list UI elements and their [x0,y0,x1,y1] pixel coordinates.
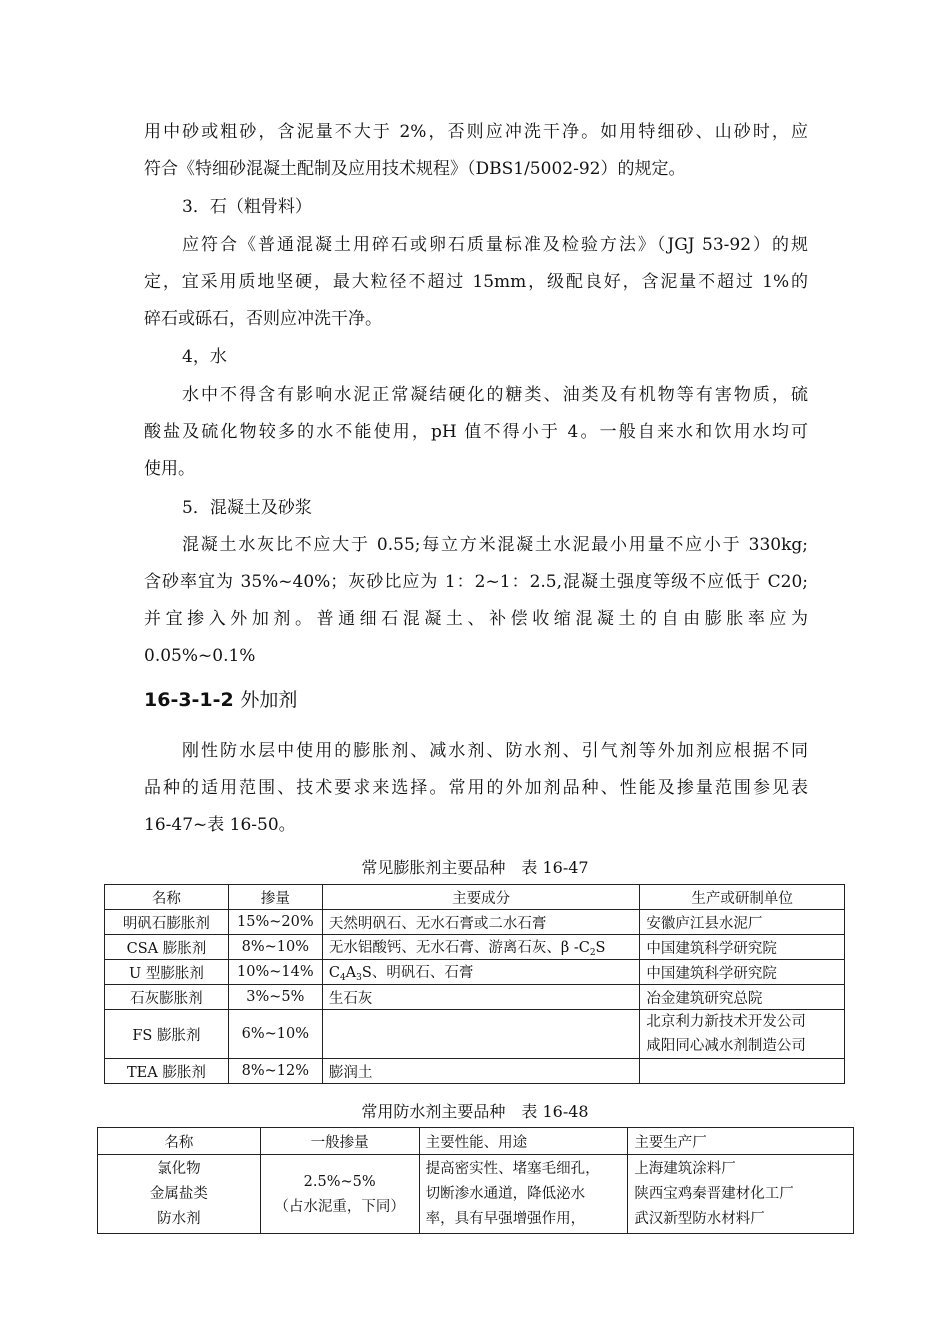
header-cell: 主要性能、用途 [419,1128,628,1155]
perf-line: 提高密实性、堵塞毛细孔， [425,1161,600,1177]
formula-part: C [328,965,340,981]
header-cell: 一般掺量 [260,1128,419,1155]
cell-maker: 冶金建筑研究总院 [640,985,845,1010]
text-line: 含砂率宜为 35%~40%；灰砂比应为 1：2~1：2.5,混凝土强度等级不应低于 C20; [144,572,808,592]
cell-composition [322,960,640,985]
cell-composition: 天然明矾石、无水石膏或二水石膏 [322,910,640,935]
text-line: 品种的适用范围、技术要求来选择。常用的外加剂品种、性能及掺量范围参见表 [144,778,808,798]
paragraph-stone [144,227,808,338]
cell-name: U 型膨胀剂 [105,960,229,985]
cell-name: FS 膨胀剂 [105,1010,229,1059]
header-cell: 生产或研制单位 [640,885,845,910]
table-row [105,1059,845,1084]
maker-line: 上海建筑涂料厂 [634,1161,736,1177]
text-line: 16-47~表 16-50。 [144,815,296,835]
paragraph-water [144,377,808,488]
item-4-title [144,339,846,376]
cell-name [98,1155,261,1234]
subscript: 4 [339,973,346,983]
table-row [105,960,845,985]
dose-line: （占水泥重，下同） [274,1199,405,1215]
formula-part: S、明矾石、石膏 [361,965,474,981]
cell-dose: 6%~10% [228,1010,322,1059]
subscript: 3 [356,973,362,983]
caption-title: 常用防水剂主要品种 [361,1102,506,1121]
waterproof-agent-table [97,1127,854,1234]
text-line: 用中砂或粗砂，含泥量不大于 2%，否则应冲洗干净。如用特细砂、山砂时，应 [144,122,808,142]
item-3-title [144,189,846,226]
dose-line: 2.5%~5% [303,1174,376,1190]
cell-maker: 中国建筑科学研究院 [640,960,845,985]
paragraph-sand [144,114,808,188]
cell-name: 石灰膨胀剂 [105,985,229,1010]
name-line: 防水剂 [157,1211,201,1227]
cell-composition: 膨润土 [322,1059,640,1084]
cell-dose: 10%~14% [228,960,322,985]
name-line: 氯化物 [157,1161,201,1177]
section-number: 16-3-1-2 [144,689,234,711]
caption-number: 表 16-47 [521,858,589,877]
cell-composition: 生石灰 [322,985,640,1010]
header-cell: 主要生产厂 [628,1128,854,1155]
caption-title: 常见膨胀剂主要品种 [361,858,506,877]
header-cell: 名称 [98,1128,261,1155]
header-cell: 名称 [105,885,229,910]
text-line: 定，宜采用质地坚硬，最大粒径不超过 15mm，级配良好，含泥量不超过 1%的 [144,272,808,292]
caption-number: 表 16-48 [521,1102,589,1121]
cell-performance [419,1155,628,1234]
table-header-row [98,1128,854,1155]
cell-composition [322,1010,640,1059]
cell-dose [260,1155,419,1234]
table-caption [0,855,950,878]
cell-maker: 中国建筑科学研究院 [640,935,845,960]
composition-tail: S [595,940,606,956]
cell-name: 明矾石膨胀剂 [105,910,229,935]
maker-line: 陕西宝鸡秦晋建材化工厂 [634,1186,794,1202]
section-title: 外加剂 [240,689,298,711]
text-line: 刚性防水层中使用的膨胀剂、减水剂、防水剂、引气剂等外加剂应根据不同 [182,741,808,761]
text-line: 3．石（粗骨料） [182,197,312,217]
header-cell: 掺量 [228,885,322,910]
cell-name: TEA 膨胀剂 [105,1059,229,1084]
text-line: 水中不得含有影响水泥正常凝结硬化的糖类、油类及有机物等有害物质，硫 [182,385,808,405]
text-line: 5．混凝土及砂浆 [182,498,312,518]
table-caption [0,1099,950,1122]
cell-name: CSA 膨胀剂 [105,935,229,960]
perf-line: 切断渗水通道，降低泌水 [425,1186,586,1202]
text-line: 混凝土水灰比不应大于 0.55;每立方米混凝土水泥最小用量不应小于 330kg; [182,535,808,555]
composition-text: 无水铝酸钙、无水石膏、游离石灰、β -C [328,940,590,956]
expansive-agent-table [104,884,845,1084]
paragraph-concrete [144,527,808,675]
name-line: 金属盐类 [149,1186,208,1202]
table-row [98,1155,854,1234]
header-cell: 主要成分 [322,885,640,910]
cell-maker [640,1010,845,1059]
maker-line: 武汉新型防水材料厂 [634,1211,765,1227]
cell-composition [322,935,640,960]
formula-part: A [345,965,357,981]
text-line: 碎石或砾石，否则应冲洗干净。 [144,309,382,329]
table-row [105,985,845,1010]
table-row [105,910,845,935]
text-line: 应符合《普通混凝土用碎石或卵石质量标准及检验方法》（JGJ 53-92）的规 [182,235,808,255]
table-row [105,1010,845,1059]
text-line: 使用。 [144,459,195,479]
maker-line: 咸阳同心减水剂制造公司 [646,1038,806,1054]
paragraph-admixture [144,733,808,844]
text-line: 酸盐及硫化物较多的水不能使用，pH 值不得小于 4。一般自来水和饮用水均可 [144,422,808,442]
text-line: 符合《特细砂混凝土配制及应用技术规程》（DBS1/5002-92）的规定。 [144,159,686,179]
maker-line: 北京利力新技术开发公司 [646,1014,806,1030]
cell-maker [628,1155,854,1234]
cell-dose: 8%~12% [228,1059,322,1084]
text-line: 0.05%~0.1% [144,646,256,666]
cell-dose: 15%~20% [228,910,322,935]
subscript: 2 [589,948,596,958]
perf-line: 率，具有早强增强作用， [425,1211,586,1227]
cell-dose: 3%~5% [228,985,322,1010]
text-line: 并宜掺入外加剂。普通细石混凝土、补偿收缩混凝土的自由膨胀率应为 [144,609,808,629]
cell-dose: 8%~10% [228,935,322,960]
item-5-title [144,490,846,527]
table-row [105,935,845,960]
section-heading [144,685,297,712]
cell-maker [640,1059,845,1084]
text-line: 4，水 [182,347,227,367]
table-header-row [105,885,845,910]
cell-maker: 安徽庐江县水泥厂 [640,910,845,935]
